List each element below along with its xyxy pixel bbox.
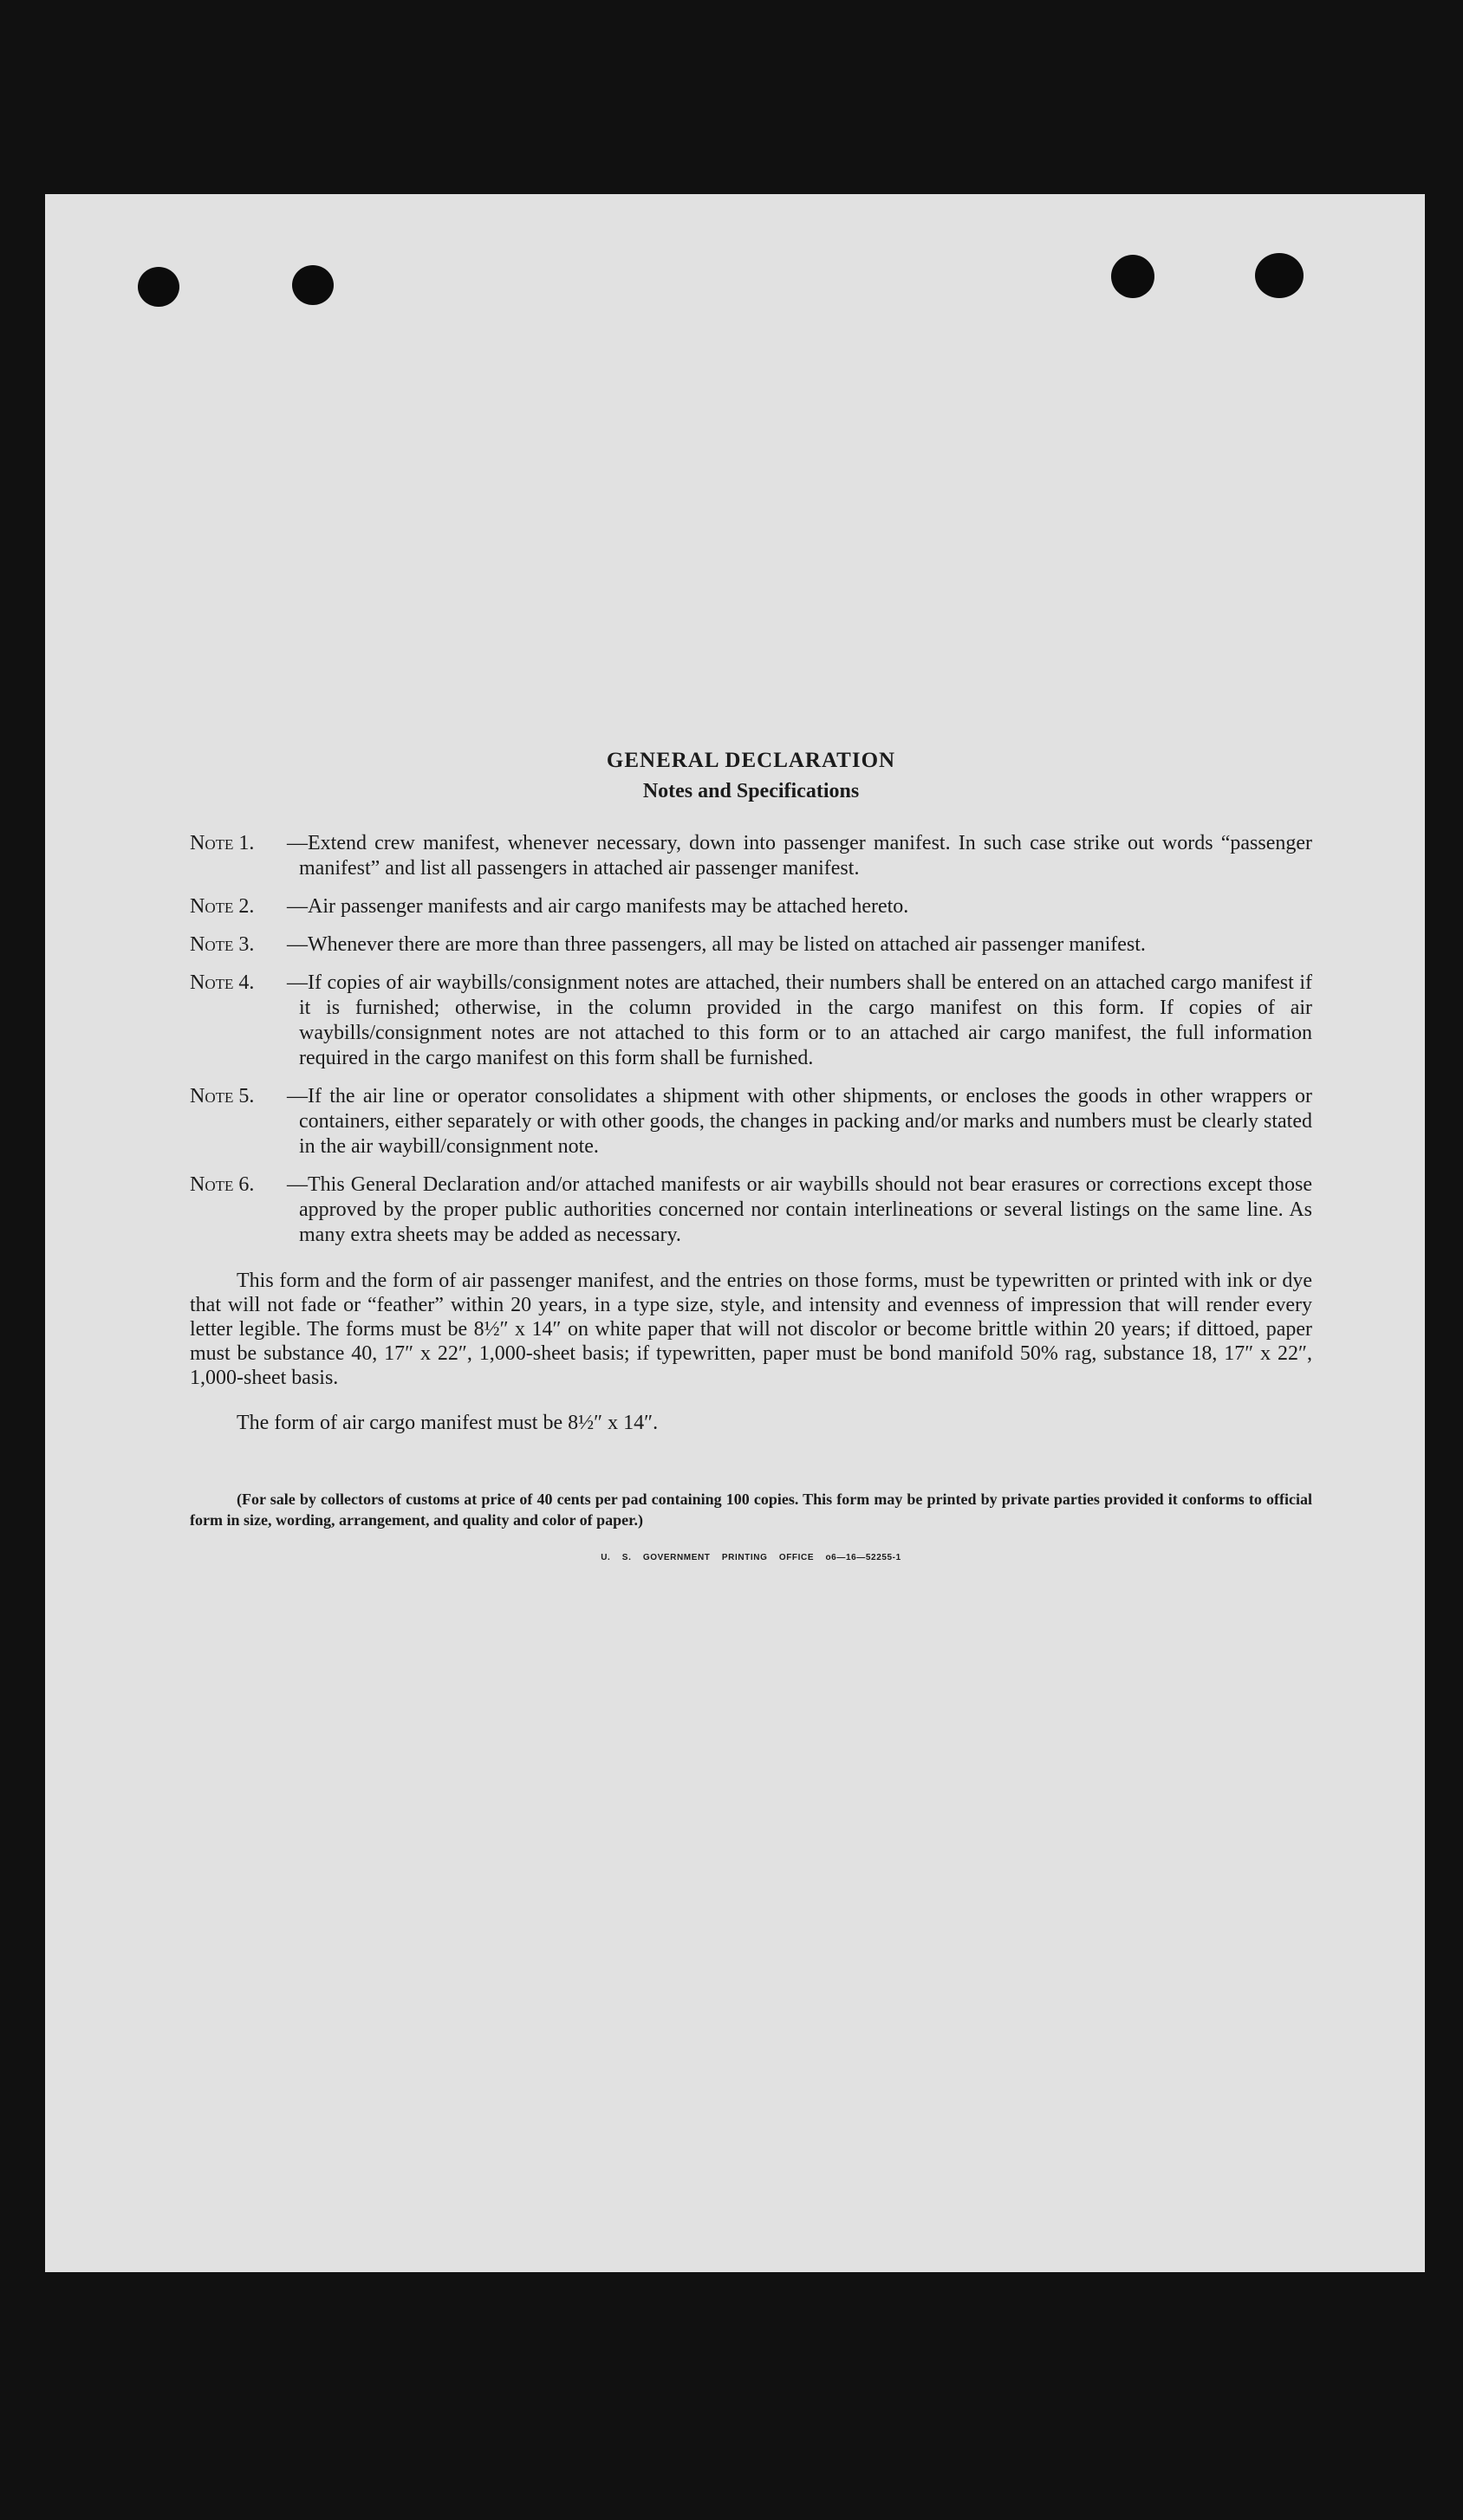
form-specification-paragraph: This form and the form of air passenger manifest, and the entries on those forms, must be typewritten or printed with ink or dye that will not fade or “feather” within 20 years, in a type size, style, and intensity and evenness of impression that will render every letter legible. The forms must be 8½″ x 14″ on white paper that will not discolor or become brittle within 20 years; if dittoed, paper must be substance 40, 17″ x 22″, 1,000-sheet basis; if typewritten, paper must be bond manifold 50% rag, substance 18, 17″ x 22″, 1,000-sheet basis.	[190, 1270, 1312, 1389]
note-label: Note 2.	[190, 895, 255, 918]
note-text: If the air line or operator consolidates a shipment with other shipments, or encloses the goods in other wrappers or containers, either separately or with other goods, the changes in packing and/or marks and numbers must be clearly stated in the air waybill/consignment note.	[299, 1085, 1312, 1158]
note-text: This General Declaration and/or attached manifests or air waybills should not bear erasures or corrections except those approved by the proper public authorities concerned nor contain interlineations or several listings on the same line. As many extra sheets may be added as necessary.	[299, 1173, 1312, 1246]
note-3: Note 3. —Whenever there are more than three passengers, all may be listed on attached air passenger manifest.	[190, 933, 1146, 956]
note-text: Air passenger manifests and air cargo manifests may be attached hereto.	[308, 895, 909, 918]
note-5: Note 5. —If the air line or operator consolidates a shipment with other shipments, or encloses the goods in other wrappers or containers, either separately or with other goods, the changes in packing and/or marks and numbers must be clearly stated in the air waybill/consignment note.	[190, 1085, 1312, 1158]
note-label: Note 4.	[190, 971, 255, 994]
note-label: Note 3.	[190, 933, 255, 956]
note-text: If copies of air waybills/consignment notes are attached, their numbers shall be entered on an attached cargo manifest if it is furnished; otherwise, in the column provided in the cargo manifest on this form. If copies of air waybills/consignment notes are not attached to this form or to an attached air cargo manifest, the full information required in the cargo manifest on this form shall be furnished.	[299, 971, 1312, 1069]
notes-section	[190, 749, 1312, 1562]
punch-hole-left-2	[292, 265, 334, 305]
note-2: Note 2. —Air passenger manifests and air cargo manifests may be attached hereto.	[190, 895, 909, 918]
note-text: Whenever there are more than three passengers, all may be listed on attached air passenger manifest.	[308, 933, 1146, 956]
punch-hole-right-2	[1255, 253, 1304, 298]
note-4: Note 4. —If copies of air waybills/consignment notes are attached, their numbers shall be entered on an attached cargo manifest if it is furnished; otherwise, in the column provided in the cargo manifest on this form. If copies of air waybills/consignment notes are not attached to this form or to an attached air cargo manifest, the full information required in the cargo manifest on this form shall be furnished.	[190, 971, 1312, 1069]
cargo-manifest-size-paragraph: The form of air cargo manifest must be 8½″ x 14″.	[237, 1412, 659, 1434]
page-subtitle: Notes and Specifications	[642, 780, 860, 802]
punch-hole-left-1	[138, 267, 179, 307]
page-title: GENERAL DECLARATION	[606, 749, 896, 772]
note-text: Extend crew manifest, whenever necessary, down into passenger manifest. In such case strike out words “passenger manifest” and list all passengers in attached air passenger manifest.	[299, 832, 1312, 880]
printer-imprint: U. S. GOVERNMENT PRINTING OFFICE o6—16—52255-1	[601, 1553, 901, 1562]
punch-hole-right-1	[1111, 255, 1154, 298]
note-label: Note 6.	[190, 1173, 255, 1196]
sale-note: (For sale by collectors of customs at price of 40 cents per pad containing 100 copies. This form may be printed by private parties provided it conforms to official form in size, wording, arrangement, and quality and color of paper.)	[190, 1491, 1312, 1529]
note-label: Note 1.	[190, 832, 255, 854]
note-6: Note 6. —This General Declaration and/or attached manifests or air waybills should not bear erasures or corrections except those approved by the proper public authorities concerned nor contain interlineations or several listings on the same line. As many extra sheets may be added as necessary.	[190, 1173, 1312, 1246]
note-1: Note 1. —Extend crew manifest, whenever necessary, down into passenger manifest. In such case strike out words “passenger manifest” and list all passengers in attached air passenger manifest.	[190, 832, 1312, 880]
document-page	[45, 194, 1425, 2272]
note-label: Note 5.	[190, 1085, 255, 1107]
